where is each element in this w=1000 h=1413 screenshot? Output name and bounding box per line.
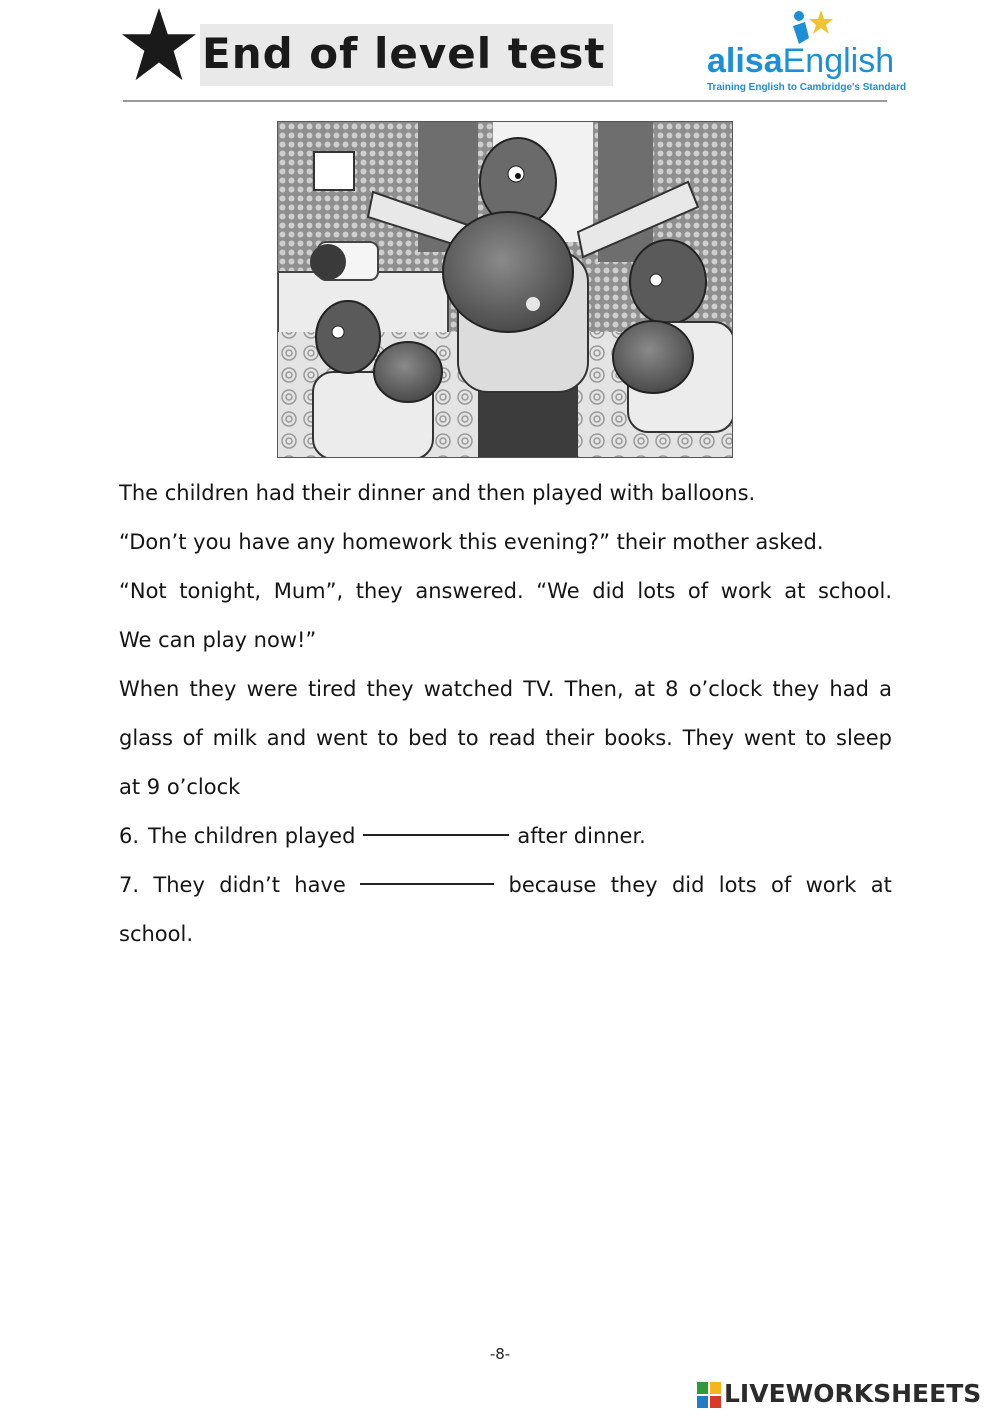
liveworksheets-logo-icon	[697, 1382, 721, 1408]
question-word: they	[610, 873, 658, 897]
liveworksheets-wordmark: LIVEWORKSHEETS	[724, 1379, 982, 1408]
question-text: after dinner.	[517, 824, 646, 848]
star-icon	[120, 6, 198, 84]
passage-line: “Don’t you have any homework this evening?” their mother asked.	[119, 530, 824, 554]
question-7	[119, 861, 892, 910]
question-7-continuation: school.	[119, 922, 194, 946]
passage-line: When they were tired they watched TV. Then, at 8 o’clock they had a	[119, 677, 892, 701]
question-word: work	[805, 873, 857, 897]
passage-line: at 9 o’clock	[119, 775, 241, 799]
question-word: They	[153, 873, 205, 897]
header-divider	[123, 100, 887, 102]
liveworksheets-brand	[697, 1378, 997, 1412]
story-illustration	[277, 121, 733, 458]
question-word: did	[671, 873, 705, 897]
question-word: of	[771, 873, 792, 897]
page-number: -8-	[489, 1345, 511, 1363]
answer-blank-6[interactable]	[363, 812, 509, 836]
alisa-english-logo	[705, 8, 907, 100]
logo-tagline: Training English to Cambridge's Standard	[707, 82, 907, 93]
question-number: 6.	[119, 824, 140, 848]
question-word: didn’t	[219, 873, 280, 897]
question-word: at	[870, 873, 892, 897]
question-word: have	[294, 873, 346, 897]
passage-line: “Not tonight, Mum”, they answered. “We did lots of work at school.	[119, 579, 892, 603]
page-title: End of level test	[200, 24, 613, 86]
question-word: lots	[718, 873, 757, 897]
question-6	[119, 812, 892, 861]
answer-blank-7[interactable]	[360, 861, 494, 885]
passage-line: glass of milk and went to bed to read their books. They went to sleep	[119, 726, 892, 750]
reading-passage	[119, 469, 892, 959]
question-word: because	[508, 873, 597, 897]
passage-line: We can play now!”	[119, 628, 317, 652]
logo-wordmark: alisaEnglish	[707, 42, 895, 80]
question-number: 7.	[119, 873, 140, 897]
children-blowing-balloons-illustration	[278, 122, 733, 458]
page-header	[120, 0, 907, 105]
passage-line: The children had their dinner and then played with balloons.	[119, 481, 756, 505]
question-text: The children played	[148, 824, 356, 848]
